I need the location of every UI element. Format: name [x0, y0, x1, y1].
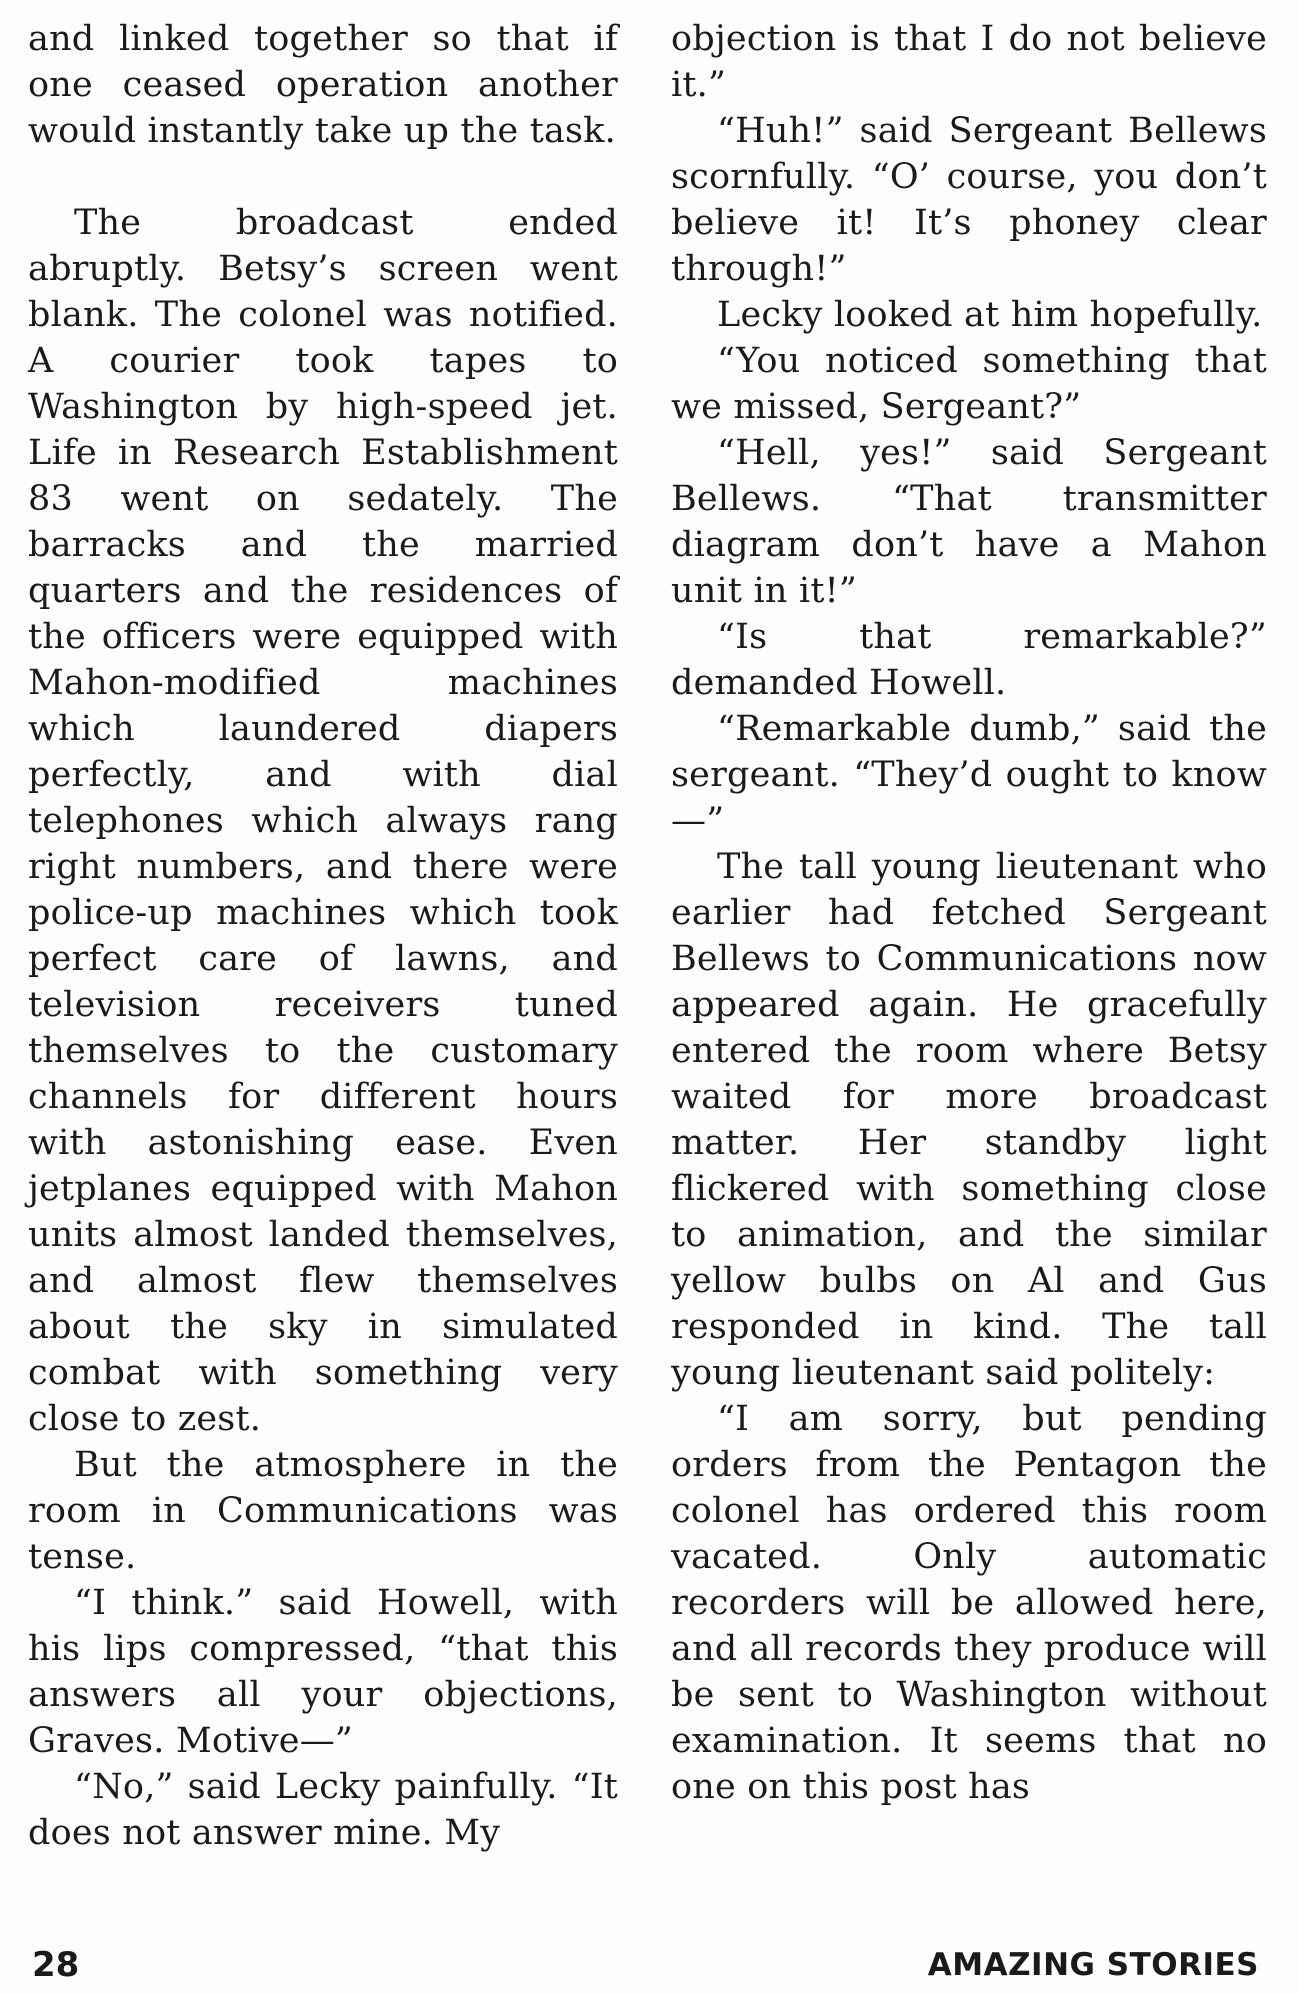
paragraph: “Remarkable dumb,” said the sergeant. “They’d ought to know—”	[671, 709, 1267, 841]
paragraph: “Hell, yes!” said Sergeant Bellews. “That transmitter diagram don’t have a Mahon unit in it!”	[671, 433, 1267, 611]
paragraph: Lecky looked at him hopefully.	[717, 295, 1263, 335]
right-text-column	[671, 16, 1267, 1810]
page-number: 28	[32, 1945, 80, 1985]
section-break	[28, 154, 618, 200]
paragraph: objection is that I do not believe it.”	[671, 19, 1267, 105]
paragraph: But the atmosphere in the room in Communications was tense.	[28, 1445, 618, 1577]
left-text-column	[28, 16, 618, 1856]
paragraph: “I am sorry, but pending orders from the Pentagon the colonel has ordered this room vacated. Only automatic recorders will be allowed here, and all records they produce will be sent to Washington without examination. It seems that no one on this post has	[671, 1399, 1267, 1807]
paragraph: and linked together so that if one ceased operation another would instantly take up the task.	[28, 19, 618, 151]
paragraph: “No,” said Lecky painfully. “It does not answer mine. My	[28, 1767, 618, 1853]
page-footer	[0, 1945, 1299, 1985]
paragraph: “Huh!” said Sergeant Bellews scornfully. “O’ course, you don’t believe it! It’s phoney clear through!”	[671, 111, 1267, 289]
paragraph: The tall young lieutenant who earlier had fetched Sergeant Bellews to Communications now appeared again. He gracefully entered the room where Betsy waited for more broadcast matter. Her standby light flickered with something close to animation, and the similar yellow bulbs on Al and Gus responded in kind. The tall young lieutenant said politely:	[671, 847, 1267, 1393]
paragraph: The broadcast ended abruptly. Betsy’s screen went blank. The colonel was notified. A courier took tapes to Washington by high-speed jet. Life in Research Establishment 83 went on sedately. The barracks and the married quarters and the residences of the officers were equipped with Mahon-modified machines which laundered diapers perfectly, and with dial telephones which always rang right numbers, and there were police-up machines which took perfect care of lawns, and television receivers tuned themselves to the customary channels for different hours with astonishing ease. Even jetplanes equipped with Mahon units almost landed themselves, and almost flew themselves about the sky in simulated combat with something very close to zest.	[28, 203, 618, 1439]
magazine-name: AMAZING STORIES	[927, 1947, 1259, 1983]
paragraph: “I think.” said Howell, with his lips compressed, “that this answers all your objections, Graves. Motive—”	[28, 1583, 618, 1761]
paragraph: “You noticed something that we missed, Sergeant?”	[671, 341, 1267, 427]
paragraph: “Is that remarkable?” demanded Howell.	[671, 617, 1267, 703]
